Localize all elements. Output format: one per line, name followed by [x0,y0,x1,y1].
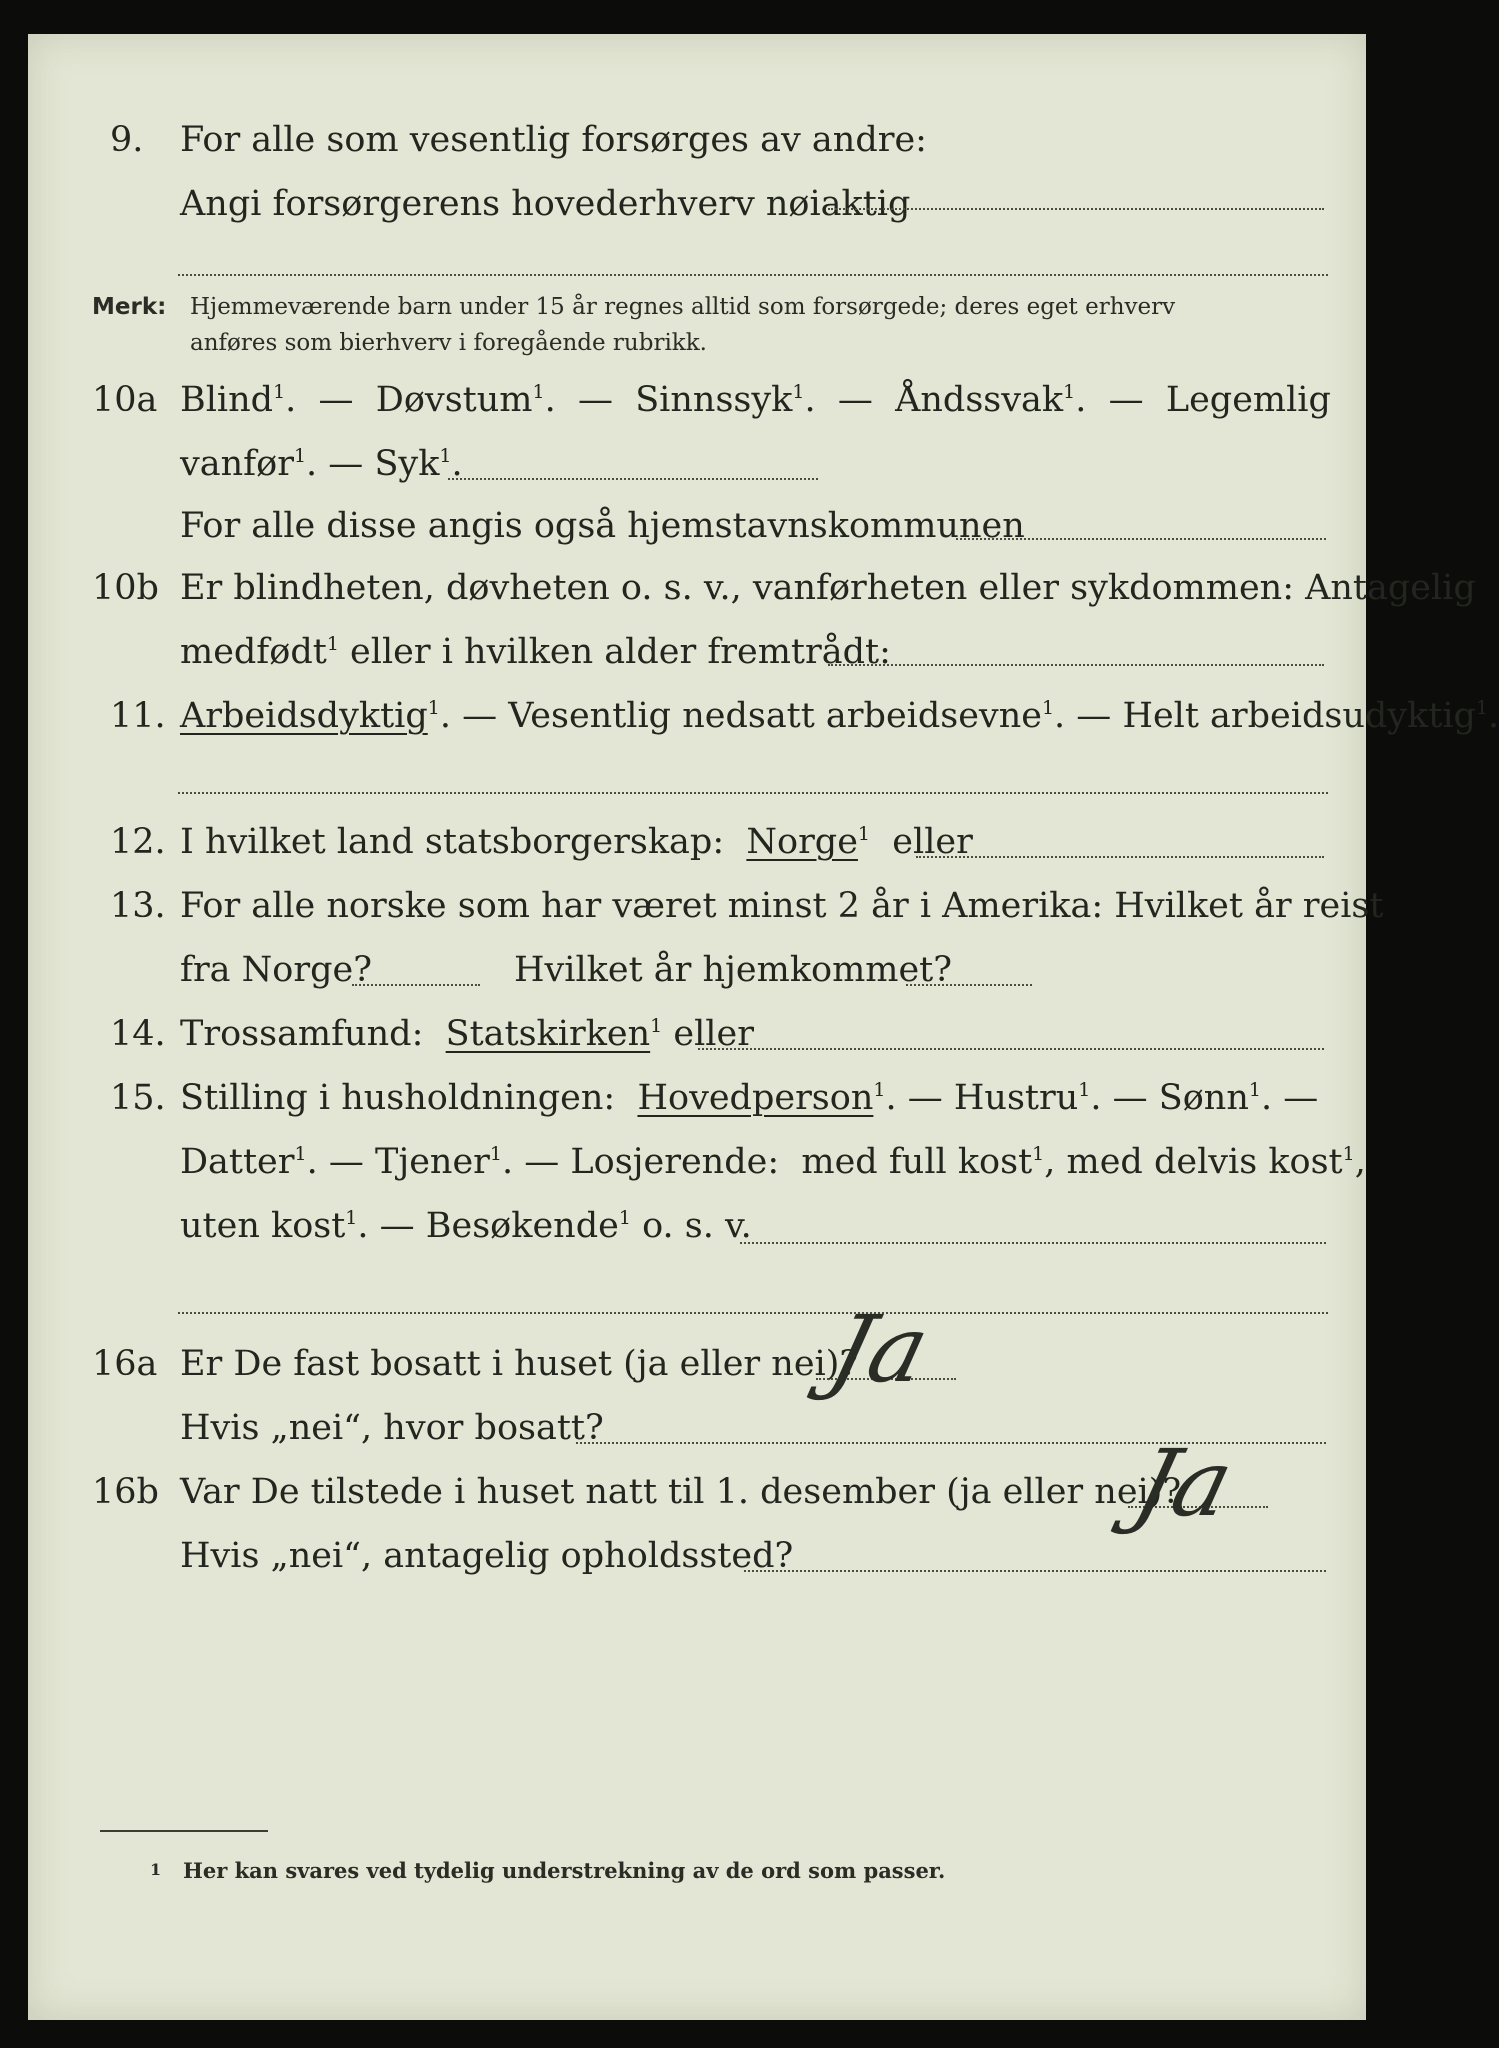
q9-line2 [28,174,1366,234]
q11-number: 11. [110,696,166,736]
option-hustru[interactable]: Hustru [953,1078,1079,1118]
sup: 1 [857,823,871,845]
q14-line [28,1004,1366,1064]
q16b-opholdssted-field[interactable] [744,1570,1326,1572]
q13-line1 [28,876,1384,936]
sup: 1 [1063,381,1076,403]
q16a-text: Er De fast bosatt i huset (ja eller nei)? [180,1344,859,1384]
sup: 1 [1032,1143,1045,1165]
q16b-handwritten-answer: Ja [1124,1430,1244,1537]
q10a-line2 [28,434,1366,494]
q9-text: For alle som vesentlig forsørges av andre: [180,120,927,160]
q13-hjemkommet-field[interactable] [906,984,1032,986]
q16b-opholdssted-label: Hvis „nei“, antagelig opholdssted? [180,1536,794,1576]
option-arbeidsdyktig[interactable]: Arbeidsdyktig [180,696,428,736]
option-andssvak[interactable]: Åndssvak [895,380,1064,420]
merk-line1 [28,290,1366,324]
sup: 1 [650,1015,663,1037]
q15-line3 [28,1196,1366,1256]
q10b-number: 10b [92,568,159,608]
q9-answer-field-2[interactable] [178,274,1328,276]
q10a-options-2: vanfør$^1$. — Syk$^1$. [180,444,463,484]
sup: 1 [873,1079,886,1101]
q10a-number: 10a [92,380,158,420]
q10b-answer-field[interactable] [828,664,1324,666]
q9-line1 [28,110,1366,170]
footnote-text: Her kan svares ved tydelig understrekning av de ord som passer. [183,1858,946,1883]
q14-number: 14. [110,1014,166,1054]
q15-options: Stilling i husholdningen: Hovedperson$^1$. — Hustru$^1$. — Sønn$^1$. — [180,1078,1319,1118]
q13-reist-field[interactable] [352,984,480,986]
q10b-text-2 [180,622,891,682]
q15-number: 15. [110,1078,166,1118]
option-dovstum[interactable]: Døvstum [375,380,533,420]
q16b-line2 [28,1526,1366,1586]
q15-line1 [28,1068,1366,1128]
option-blind[interactable]: Blind [180,380,274,420]
q16a-number: 16a [92,1344,158,1384]
q10a-hjemstavn-field[interactable] [956,538,1326,540]
option-full-kost[interactable]: med full kost [801,1142,1033,1182]
merk-line2 [28,326,1366,360]
option-delvis-kost[interactable]: med delvis kost [1066,1142,1343,1182]
q14-answer-field[interactable] [698,1048,1324,1050]
q10b-alder-label: eller i hvilken alder fremtrådt: [338,632,891,672]
q12-answer-field[interactable] [916,856,1324,858]
q10a-line3 [28,496,1366,556]
q16b-number: 16b [92,1472,159,1512]
q10a-syk-field[interactable] [448,478,818,480]
option-tjener[interactable]: Tjener [375,1142,490,1182]
option-sonn[interactable]: Sønn [1158,1078,1249,1118]
q14-eller: eller [673,1014,754,1054]
q14-label: Trossamfund: [180,1014,424,1054]
option-uten-kost[interactable]: uten kost [180,1206,346,1246]
footnote-rule [100,1830,268,1832]
q9-answer-field[interactable] [828,208,1324,210]
sup: 1 [1342,1143,1355,1165]
q13-line2 [28,940,1366,1000]
q15-answer-field-2[interactable] [178,1312,1328,1314]
sup: 1 [293,445,307,467]
q10a-hjemstavn-label: For alle disse angis også hjemstavnskommunen [180,506,1025,546]
q11-line [28,686,1499,746]
sup: 1 [326,633,339,655]
merk-text: Hjemmeværende barn under 15 år regnes alltid som forsørgede; deres eget erhverv [190,294,1176,320]
q13-text: For alle norske som har været minst 2 år i Amerika: Hvilket år reist [180,886,1384,926]
q16a-handwritten-answer: Ja [820,1296,940,1403]
q12-text [180,812,973,872]
option-udyktig[interactable]: Helt arbeidsudyktig [1122,696,1476,736]
q11-answer-field[interactable] [178,792,1328,794]
sup: 1 [489,1143,502,1165]
q9-provider-occupation-label: Angi forsørgerens hovederhverv nøiaktig [180,184,911,224]
q10b-text: Er blindheten, døvheten o. s. v., vanførheten eller sykdommen: Antagelig [180,568,1476,608]
q15-answer-field[interactable] [740,1242,1326,1244]
option-datter[interactable]: Datter [180,1142,295,1182]
sup: 1 [294,1143,307,1165]
option-syk[interactable]: Syk [374,444,440,484]
sup: 1 [792,381,805,403]
sup: 1 [273,381,286,403]
option-sinnssyk[interactable]: Sinnssyk [635,380,793,420]
sup: 1 [1475,697,1489,719]
sup: 1 [345,1207,358,1229]
option-nedsatt[interactable]: Vesentlig nedsatt arbeidsevne [508,696,1042,736]
sup: 1 [1078,1079,1091,1101]
q16b-text: Var De tilstede i huset natt til 1. desember (ja eller nei)? [180,1472,1182,1512]
q15-osv: o. s. v. [642,1206,752,1246]
footnote-mark: 1 [150,1860,162,1879]
option-hovedperson[interactable]: Hovedperson [637,1078,874,1118]
q15-options-2: Datter$^1$. — Tjener$^1$. — Losjerende: med full kost$^1$, med delvis kost$^1$, [180,1142,1366,1182]
q10b-line2 [28,622,1366,682]
q15-options-3: uten kost$^1$. — Besøkende$^1$ o. s. v. [180,1206,752,1246]
q12-number: 12. [110,822,166,862]
q10a-line1 [28,370,1366,430]
sup: 1 [1248,1079,1261,1101]
option-statskirken[interactable]: Statskirken [445,1014,651,1054]
q15-label: Stilling i husholdningen: [180,1078,616,1118]
sup: 1 [439,445,452,467]
q12-eller: eller [892,822,973,862]
q10b-line1 [28,558,1476,618]
q13-hjem-label: Hvilket år hjemkommet? [514,950,953,990]
merk-label: Merk: [92,294,167,320]
sup: 1 [532,381,545,403]
option-medfodt[interactable]: medfødt [180,632,327,672]
q16a-hvor-label: Hvis „nei“, hvor bosatt? [180,1408,604,1448]
q12-line [28,812,1366,872]
q16a-line1 [28,1334,1366,1394]
q11-options: Arbeidsdyktig$^1$. — Vesentlig nedsatt arbeidsevne$^1$. — Helt arbeidsudyktig$^1$. [180,696,1499,736]
q14-text [180,1004,754,1064]
sup: 1 [1041,697,1055,719]
census-form-page [28,34,1499,2020]
q15-line2 [28,1132,1366,1192]
q13-number: 13. [110,886,166,926]
sup: 1 [618,1207,631,1229]
q12-label: I hvilket land statsborgerskap: [180,822,725,862]
option-legemlig[interactable]: Legemlig [1165,380,1331,420]
q10a-options: Blind$^1$. — Døvstum$^1$. — Sinnssyk$^1$. — Åndssvak$^1$. — Legemlig [180,380,1331,420]
q15-losjerende: Losjerende: [570,1142,780,1182]
q13-fra-label: fra Norge? [180,950,372,990]
option-besokende[interactable]: Besøkende [425,1206,619,1246]
q9-number: 9. [110,120,144,160]
sup: 1 [427,697,440,719]
option-norge[interactable]: Norge [746,822,858,862]
option-vanfor[interactable]: vanfør [180,444,294,484]
merk-text-2: anføres som bierhverv i foregående rubrikk. [190,330,707,356]
